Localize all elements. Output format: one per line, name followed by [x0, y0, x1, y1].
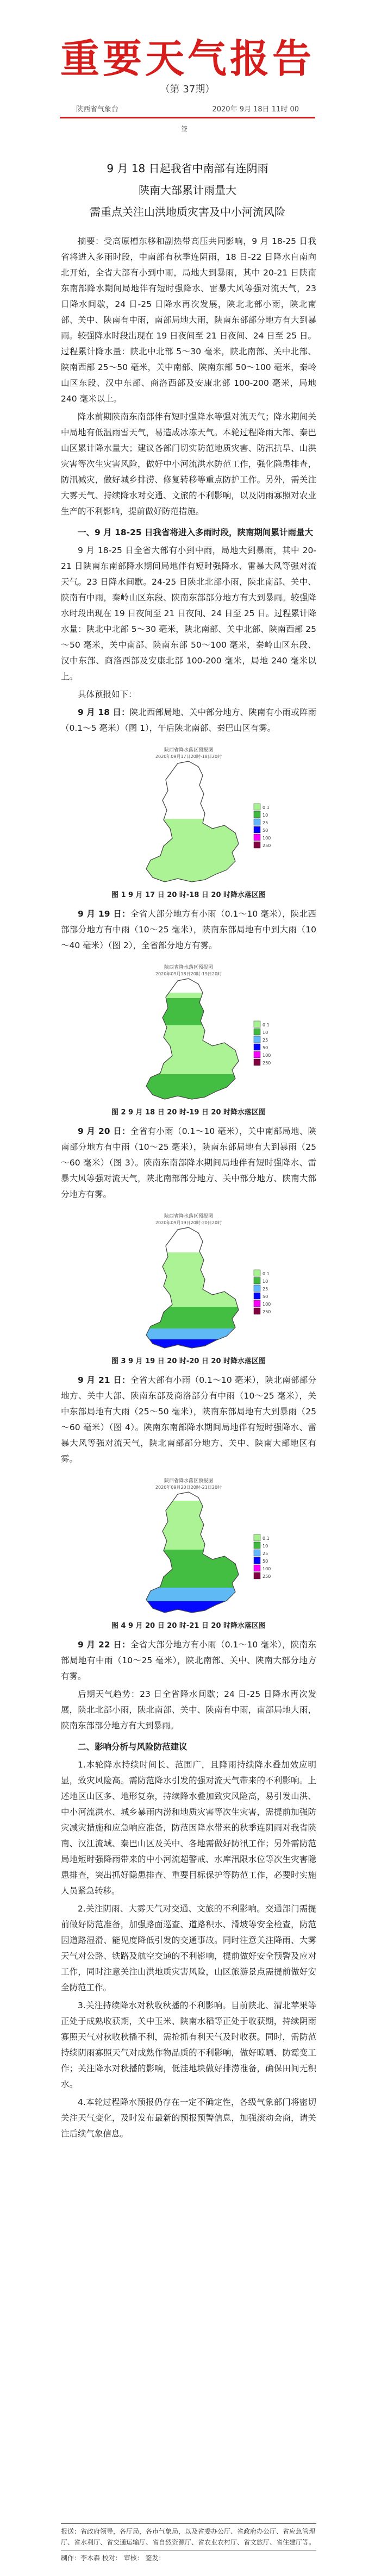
rain-legend	[254, 1534, 271, 1579]
advice-4: 4.本轮过程降水预报仍存在一定不确定性，各级气象部门将密切关注天气变化，及时发布最新的预报预警信息，加强滚动会商，请关注后续气象信息。	[61, 2097, 316, 2139]
rain-zone	[140, 998, 248, 1025]
legend-swatch	[254, 1051, 260, 1058]
legend-swatch	[254, 1308, 260, 1314]
legend-label: 0.1	[262, 1271, 270, 1276]
forecast-day-3	[61, 1124, 316, 1202]
rain-legend	[254, 1021, 271, 1066]
legend-label: 100	[262, 1302, 271, 1307]
rain-map-3	[91, 1210, 286, 1351]
report-body	[61, 234, 316, 2144]
figure-2	[61, 961, 316, 1120]
legend-swatch	[254, 1572, 260, 1579]
legend-swatch	[254, 1565, 260, 1571]
map-subtitle: 2020年09月19日20时-20日20时	[155, 1220, 222, 1225]
legend-swatch	[254, 1044, 260, 1050]
issuing-agency: 陕西省气象台	[76, 105, 119, 114]
legend-label: 100	[262, 1566, 271, 1571]
rain-zone	[140, 1074, 248, 1101]
rain-legend	[254, 804, 271, 848]
day-4-text: 全省大部有小雨（0.1～10 毫米），陕北南部部分地方、关中大部、陕南东部及商洛部分有中雨（10～25 毫米），关中东部局地有大雨（25～50 毫米），陕南东部局地有大到暴雨（25～60 毫米）（图 4）。陕南东南部降水期间局地伴有短时强降水、雷暴大风等强对流天气，陕北南部部分地方、关中、陕南大部地区有雾。	[61, 1375, 316, 1464]
legend-swatch	[254, 811, 260, 818]
footer-signoff: 制作：李木森 校对： 审核： 签发：	[61, 2554, 165, 2562]
map-title: 陕西省降水落区预报图	[164, 1214, 214, 1219]
forecast-day-2	[61, 906, 316, 954]
legend-label: 25	[262, 820, 268, 825]
day-1-label: 9 月 18 日：	[78, 707, 130, 717]
legend-label: 50	[262, 1045, 268, 1050]
legend-label: 25	[262, 1287, 268, 1292]
legend-swatch	[254, 1542, 260, 1549]
forecast-day-1	[61, 705, 316, 736]
legend-swatch	[254, 826, 260, 833]
summary-paragraph-2: 降水前期陕南东南部伴有短时强降水等强对流天气；降水期间关中局地有低温雨雪天气，易造成冰冻天气。本轮过程降雨大部、秦巴山区累计降水量大；建议各部门切实防范地质灾害、防汛抗旱、山洪灾害等次生灾害风险，做好中小河流洪水防范工作，强化隐患排查，防汛减灾，做好城乡排涝、修复转移等重点防护工作。另外，需关注大雾天气、持续降水对交通、文旅的不利影响，以及阴雨寡照对农业生产的不利影响，提前做好防范措施。	[61, 412, 316, 516]
legend-swatch	[254, 1277, 260, 1284]
legend-swatch	[254, 1036, 260, 1043]
legend-label: 250	[262, 1061, 271, 1066]
legend-swatch	[254, 1285, 260, 1292]
legend-label: 0.1	[262, 805, 270, 810]
map-subtitle: 2020年09月18日20时-19日20时	[155, 972, 222, 976]
forecast-intro: 具体预报如下：	[78, 690, 137, 699]
legend-swatch	[254, 1059, 260, 1066]
headline-3: 需重点关注山洪地质灾害及中小河流风险	[90, 205, 285, 218]
legend-label: 10	[262, 1030, 268, 1035]
day-5-text: 全省大部分地方有小雨（0.1～10 毫米），陕南东部局地有中雨（10～25 毫米），陕北南部、关中、陕南大部分地方有雾。	[61, 1640, 316, 1681]
headline-block	[0, 158, 375, 223]
advice-3: 3.关注持续降水对秋收秋播的不利影响。目前陕北、渭北苹果等正处于成熟收获期，关中玉米、陕南水稻等正处于收获期，持续阴雨寡照天气对秋收秋播不利，需抢抓有利天气及时收获。同时，需防范持续阴雨寡照天气对成熟作物品质的不利影响，做好晾晒、防霉变工作；关注降水对秋播的影响，低洼地块做好排涝准备，确保田间无积水。	[61, 2001, 316, 2089]
advice-1: 1.本轮降水持续时间长、范围广，且降雨持续降水叠加效应明显，致灾风险高。需防范降水引发的强对流天气带来的不利影响。上述地区山区多、地形复杂，持续降水叠加致灾风险高，易引发山洪、中小河流洪水、城乡暴雨内涝和地质灾害等次生灾害，需提前加强防灾减灾措施和应急响应准备，防范因降水带来的秋季连阴雨对我省陕南、汉江流域、秦巴山区及关中、各地需做好防汛工作；另外需防范局地短时强降雨带来的中小河流超警戒、水库汛限水位等次生灾害隐患排查，突出抓好隐患排查、重要目标保护等防范工作，必要时实施人员紧急转移。	[61, 1760, 316, 1896]
figure-3	[61, 1210, 316, 1369]
summary-paragraph: 摘要：受高原槽东移和副热带高压共同影响，9 月 18-25 日我省将进入多雨时段，中南部有秋季连阴雨，18 日-22 日降水自南向北开始，全省大部有小到中雨，局地大到暴雨，其中 20-21 日陕南东南部降水期间局地伴有短时强降水、雷暴大风等强对流天气，23 日降水间歇，24 日-25 日降水再次发展，陕北北部小雨，陕北南部、关中、陕南有中雨，南部局地大雨，陕南东部部分地方有大到暴雨。较强降水时段出现在 19 日夜间至 21 日夜间、24 日至 25 日。过程累计降水量：陕北中北部 5～30 毫米，陕北南部、关中北部、陕南西部 25～50 毫米，关中南部、陕南东部 50～100 毫米，秦岭山区东段、汉中东部、商洛西部及安康北部 100-200 毫米，局地 240 毫米以上。	[61, 236, 316, 404]
rain-legend	[254, 1270, 271, 1314]
section-1-body: 9 月 18-25 日全省大部有小到中雨，局地大到暴雨，其中 20-21 日陕南东南部降水期间局地伴有短时强降水、雷暴大风等强对流天气。23 日降水间歇。24-25 日陕北北部小雨，陕北南部、关中、陕南有中雨，秦岭山区东段、陕南东部部分地方有大到暴雨。较强降水时段出现在 19 日夜间至 21 日夜间、24 日至 25 日。过程累计降水量：陕北中北部 5～30 毫米，陕北南部、关中北部、陕南西部 25～50 毫米，关中南部、陕南东部 50～100 毫米，秦岭山区东段、汉中东部、商洛西部及安康北部 100-200 毫米，局地 240 毫米以上。	[61, 546, 316, 681]
legend-label: 250	[262, 843, 271, 848]
legend-label: 0.1	[262, 1536, 270, 1541]
legend-swatch	[254, 819, 260, 825]
report-header	[0, 0, 375, 133]
rain-map-2	[91, 961, 286, 1102]
figure-3-caption: 图 3 9 月 19 日 20 时-20 日 20 时降水落区图	[111, 1357, 266, 1365]
day-2-text: 全省大部分地方有小雨（0.1～10 毫米），陕北西部部分地方有中雨（10～25 毫米），陕南东部局地有中到大雨（10～40 毫米）（图 2），全省部分地方有雾。	[61, 909, 316, 950]
later-trend: 后期天气趋势：23 日全省降水间歇；24 日-25 日降水再次发展，陕北北部小雨，陕北南部、关中、陕南有中雨，南部局地大雨，陕南东部部分地方有大到暴雨。	[61, 1689, 316, 1731]
headline-2: 陕南大部累计雨量大	[139, 184, 236, 197]
legend-label: 100	[262, 836, 271, 841]
day-3-text: 全省有小雨（0.1～10 毫米），关中南部局地、陕南部分地方有中雨（10～25 毫米），陕南东部局地有大到暴雨（25～60 毫米）（图 3）。陕南东南部降水期间局地伴有短时强降水、雷暴大风等强对流天气，陕北南部部分地方、关中部分地方、陕南大部分地方有雾。	[61, 1126, 316, 1199]
figure-4	[61, 1475, 316, 1634]
figure-1-caption: 图 1 9 月 17 日 20 时-18 日 20 时降水落区图	[111, 891, 266, 899]
rain-zone	[140, 819, 248, 884]
legend-label: 100	[262, 1053, 271, 1058]
legend-label: 25	[262, 1038, 268, 1043]
legend-label: 50	[262, 828, 268, 833]
advice-2: 2.关注阴雨、大雾天气对交通、文旅的不利影响。交通部门需提前做好防范准备，加强路面巡查、道路积水、滑坡等安全检查，防范因道路湿滑、能见度降低引发的交通事故。同时注意关注降雨、大雾天气对公路、铁路及航空交通的不利影响，提前做好安全预警及应对工作，同时注意关注山洪地质灾害风险，山区旅游景点需提前做好安全防范工作。	[61, 1904, 316, 1992]
legend-swatch	[254, 842, 260, 848]
legend-label: 250	[262, 1574, 271, 1579]
rain-zone	[140, 1601, 248, 1615]
figure-2-caption: 图 2 9 月 18 日 20 时-19 日 20 时降水落区图	[111, 1108, 266, 1117]
legend-label: 25	[262, 1551, 268, 1556]
legend-swatch	[254, 1021, 260, 1027]
legend-swatch	[254, 1550, 260, 1556]
map-subtitle: 2020年09月20日20时-21日20时	[155, 1485, 222, 1490]
day-3-label: 9 月 20 日：	[78, 1126, 130, 1136]
day-5-label: 9 月 22 日：	[78, 1640, 130, 1650]
legend-swatch	[254, 1557, 260, 1564]
forecast-day-5	[61, 1637, 316, 1684]
legend-swatch	[254, 804, 260, 810]
rain-map-4	[91, 1475, 286, 1616]
report-footer	[61, 2521, 316, 2564]
legend-label: 10	[262, 1544, 268, 1549]
day-2-label: 9 月 19 日：	[78, 909, 130, 919]
map-title: 陕西省降水落区预报图	[164, 965, 214, 970]
legend-label: 250	[262, 1309, 271, 1314]
figure-4-caption: 图 4 9 月 20 日 20 时-21 日 20 时降水落区图	[111, 1622, 266, 1630]
day-4-label: 9 月 21 日：	[78, 1375, 130, 1385]
map-title: 陕西省降水落区预报图	[164, 1478, 214, 1484]
legend-swatch	[254, 834, 260, 841]
meta-row	[54, 103, 321, 115]
issue-datetime: 2020年 9月 18日 11时 00	[212, 105, 299, 114]
legend-label: 0.1	[262, 1023, 270, 1027]
forecast-day-4	[61, 1372, 316, 1467]
footer-distribution: 报送：省政府领导，各厅局，各市气象局，以及省委办公厅、省政府办公厅、省应急管理厅、省水利厅、省交通运输厅、省自然资源厅、省农业农村厅、省文旅厅、省住建厅等。	[61, 2528, 316, 2546]
footer-rule	[61, 2523, 316, 2524]
section-1-title: 一、9 月 18-25 日我省将进入多雨时段，陕南期间累计雨量大	[78, 528, 314, 537]
legend-label: 50	[262, 1559, 268, 1564]
map-title: 陕西省降水落区预报图	[164, 748, 214, 753]
legend-label: 10	[262, 1279, 268, 1284]
legend-swatch	[254, 1270, 260, 1276]
legend-swatch	[254, 1534, 260, 1541]
legend-label: 10	[262, 813, 268, 818]
legend-swatch	[254, 1029, 260, 1035]
signature-mark: 签	[181, 125, 188, 133]
section-2-title: 二、影响分析与风险防范建议	[78, 1742, 188, 1752]
map-subtitle: 2020年09月17日20时-18日20时	[155, 754, 222, 759]
legend-swatch	[254, 1300, 260, 1307]
day-1-text: 陕北西部局地、关中部分地方、陕南有小雨或阵雨（0.1～5 毫米）（图 1），午后陕北南部、秦巴山区有雾。	[61, 707, 316, 733]
figure-1	[61, 744, 316, 903]
headline-1: 9 月 18 日起我省中南部有连阴雨	[107, 162, 268, 175]
report-title: 重要天气报告	[60, 36, 315, 82]
rain-map-1	[91, 744, 286, 885]
legend-swatch	[254, 1293, 260, 1299]
issue-number: （第 37期）	[160, 84, 215, 95]
legend-label: 50	[262, 1294, 268, 1299]
red-divider	[60, 117, 315, 118]
